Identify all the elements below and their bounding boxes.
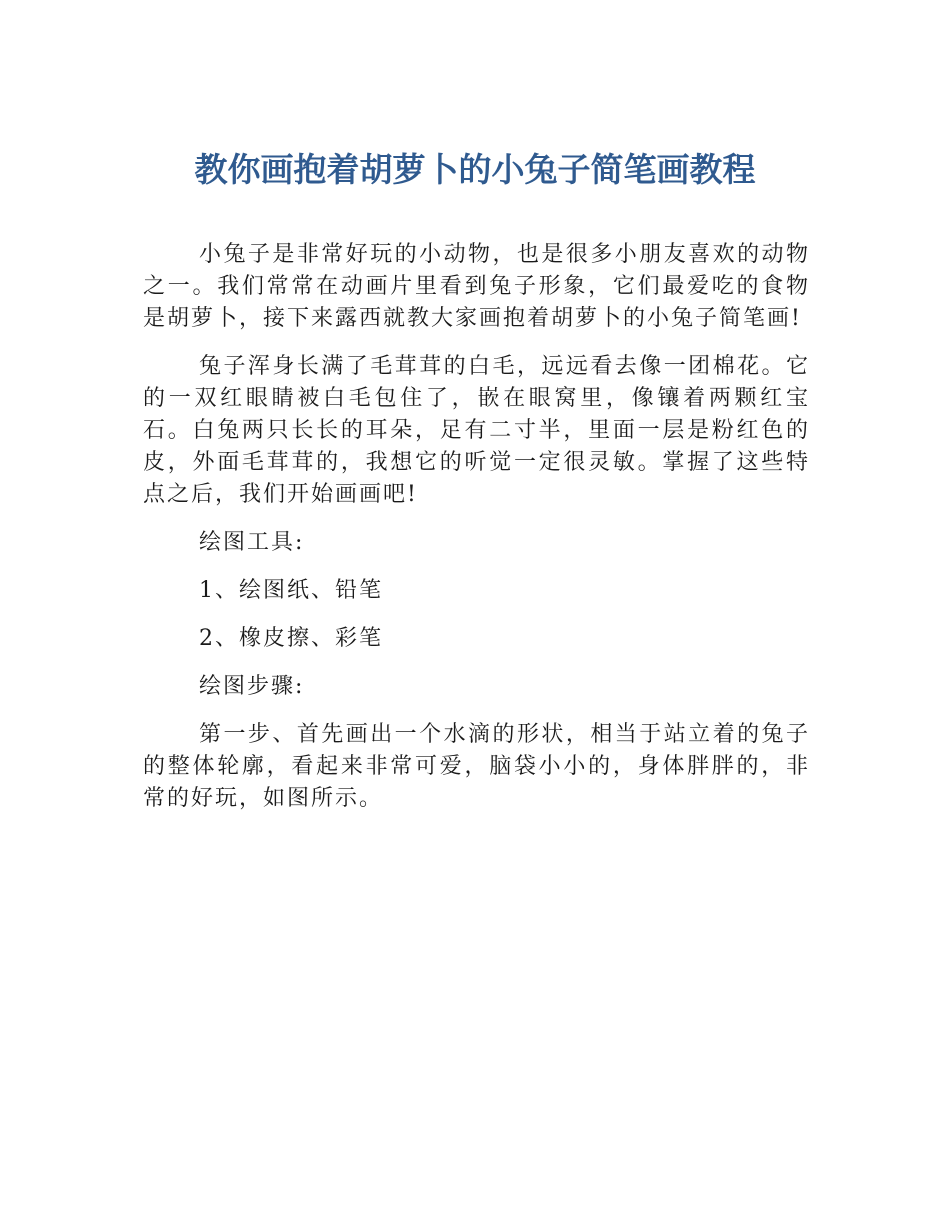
tools-heading: 绘图工具: (199, 530, 305, 555)
tool-item-1: 1、绘图纸、铅笔 (199, 578, 383, 603)
tool-item-2: 2、橡皮擦、彩笔 (199, 626, 383, 651)
rabbit-description-paragraph: 兔子浑身长满了毛茸茸的白毛，远远看去像一团棉花。它的一双红眼睛被白毛包住了，嵌在眼窝里，像镶着两颗红宝石。白兔两只长长的耳朵，足有二寸半，里面一层是粉红色的皮，外面毛茸茸的，我想它的听觉一定很灵敏。掌握了这些特点之后，我们开始画画吧! (143, 354, 810, 507)
step-1-paragraph: 第一步、首先画出一个水滴的形状，相当于站立着的兔子的整体轮廓，看起来非常可爱，脑袋小小的，身体胖胖的，非常的好玩，如图所示。 (143, 722, 810, 811)
steps-heading: 绘图步骤: (199, 674, 305, 699)
document-title: 教你画抱着胡萝卜的小兔子简笔画教程 (194, 150, 756, 189)
document-body (143, 239, 810, 831)
intro-paragraph: 小兔子是非常好玩的小动物，也是很多小朋友喜欢的动物之一。我们常常在动画片里看到兔子形象，它们最爱吃的食物是胡萝卜，接下来露西就教大家画抱着胡萝卜的小兔子简笔画! (143, 242, 810, 331)
